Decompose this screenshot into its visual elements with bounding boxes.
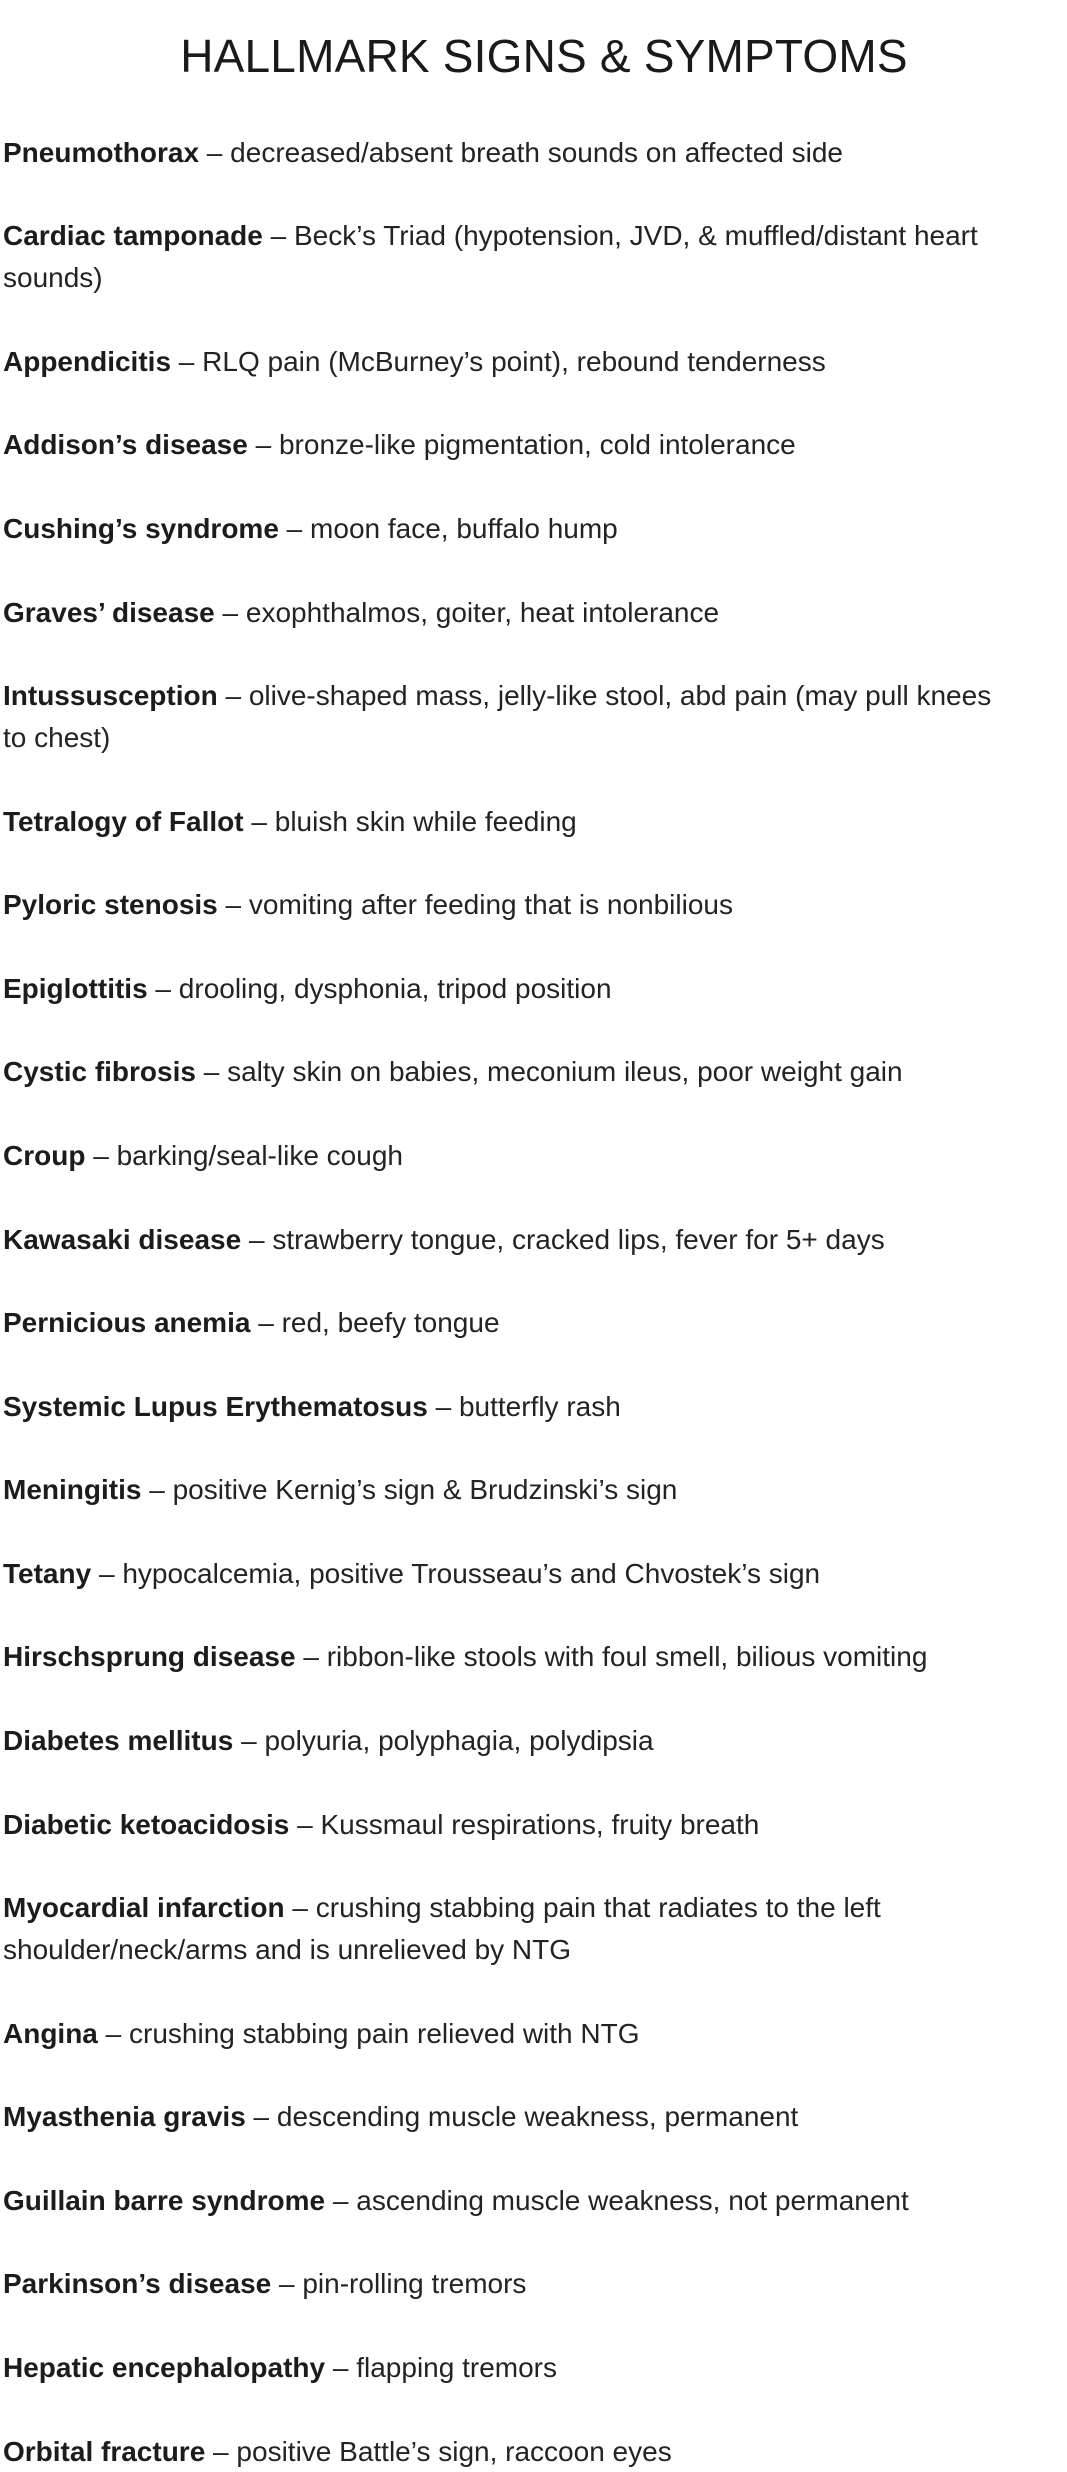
condition-term: Pneumothorax [3, 136, 200, 168]
list-item [3, 842, 1067, 926]
list-item [3, 1344, 1067, 1428]
separator: – [195, 1056, 228, 1088]
condition-term: Tetralogy of Fallot [3, 805, 244, 837]
list-item [3, 90, 1067, 174]
separator: – [141, 1474, 173, 1506]
separator: – [289, 1808, 321, 1840]
condition-term: Graves’ disease [3, 596, 215, 628]
list-item [3, 174, 1067, 299]
condition-term: Croup [3, 1139, 86, 1171]
condition-term: Cardiac tamponade [3, 220, 263, 252]
condition-description: Kussmaul respirations, fruity breath [320, 1808, 760, 1840]
list-item [3, 1595, 1067, 1679]
separator: – [247, 429, 279, 461]
condition-term: Hirschsprung disease [3, 1641, 296, 1673]
condition-description: positive Battle’s sign, raccoon eyes [236, 2435, 672, 2467]
condition-description: barking/seal-like cough [116, 1139, 403, 1171]
condition-description: butterfly rash [458, 1390, 621, 1422]
separator: – [171, 345, 203, 377]
condition-term: Cystic fibrosis [3, 1056, 196, 1088]
separator: – [427, 1390, 459, 1422]
separator: – [243, 805, 275, 837]
separator: – [325, 2352, 357, 2384]
list-item [3, 759, 1067, 843]
list-item [3, 2138, 1067, 2222]
condition-term: Guillain barre syndrome [3, 2184, 326, 2216]
separator: – [199, 136, 231, 168]
condition-description: moon face, buffalo hump [310, 512, 618, 544]
list-item [3, 2222, 1067, 2306]
condition-description: ribbon-like stools with foul smell, bilious vomiting [326, 1641, 928, 1673]
condition-description: flapping tremors [356, 2352, 557, 2384]
separator: – [284, 1892, 316, 1924]
condition-term: Myocardial infarction [3, 1892, 285, 1924]
condition-term: Tetany [3, 1557, 92, 1589]
list-item [3, 1177, 1067, 1261]
condition-term: Pernicious anemia [3, 1307, 251, 1339]
list-item [3, 1010, 1067, 1094]
condition-term: Epiglottitis [3, 972, 148, 1004]
list-item [3, 1971, 1067, 2055]
separator: – [147, 972, 179, 1004]
separator: – [233, 1725, 265, 1757]
condition-term: Parkinson’s disease [3, 2268, 272, 2300]
hallmark-list [3, 90, 1067, 2472]
condition-term: Systemic Lupus Erythematosus [3, 1390, 428, 1422]
list-item [3, 299, 1067, 383]
list-item [3, 1260, 1067, 1344]
condition-term: Intussusception [3, 680, 218, 712]
list-item [3, 1845, 1067, 1970]
condition-description: vomiting after feeding that is nonbilious [248, 889, 733, 921]
separator: – [325, 2184, 357, 2216]
condition-description: polyuria, polyphagia, polydipsia [264, 1725, 654, 1757]
condition-description: crushing stabbing pain relieved with NTG [129, 2017, 640, 2049]
list-item [3, 383, 1067, 467]
separator: – [278, 512, 311, 544]
separator: – [245, 2101, 277, 2133]
list-item [3, 926, 1067, 1010]
list-item [3, 466, 1067, 550]
list-item [3, 2054, 1067, 2138]
condition-term: Diabetic ketoacidosis [3, 1808, 290, 1840]
condition-description: descending muscle weakness, permanent [276, 2101, 799, 2133]
separator: – [214, 596, 246, 628]
list-item [3, 1428, 1067, 1512]
separator: – [217, 680, 249, 712]
condition-description: salty skin on babies, meconium ileus, poor weight gain [227, 1056, 903, 1088]
condition-term: Angina [3, 2017, 98, 2049]
separator: – [271, 2268, 303, 2300]
list-item [3, 1511, 1067, 1595]
condition-description: RLQ pain (McBurney’s point), rebound tenderness [202, 345, 826, 377]
condition-term: Myasthenia gravis [3, 2101, 246, 2133]
condition-description: olive-shaped mass, jelly-like stool, abd pain (may pull knees to chest) [3, 680, 992, 753]
separator: – [85, 1139, 117, 1171]
condition-term: Cushing’s syndrome [3, 512, 279, 544]
list-item [3, 1678, 1067, 1762]
condition-description: exophthalmos, goiter, heat intolerance [245, 596, 720, 628]
condition-description: pin-rolling tremors [302, 2268, 527, 2300]
separator: – [217, 889, 249, 921]
page-title: HALLMARK SIGNS & SYMPTOMS [180, 29, 908, 82]
condition-description: strawberry tongue, cracked lips, fever for 5+ days [272, 1223, 885, 1255]
condition-term: Meningitis [3, 1474, 142, 1506]
list-item [3, 2389, 1067, 2472]
separator: – [97, 2017, 130, 2049]
separator: – [262, 220, 294, 252]
separator: – [91, 1557, 123, 1589]
condition-description: ascending muscle weakness, not permanent [356, 2184, 909, 2216]
list-item [3, 2305, 1067, 2389]
condition-description: bronze-like pigmentation, cold intolerance [278, 429, 796, 461]
condition-description: drooling, dysphonia, tripod position [178, 972, 612, 1004]
separator: – [205, 2435, 237, 2467]
condition-term: Addison’s disease [3, 429, 248, 461]
condition-description: hypocalcemia, positive Trousseau’s and Chvostek’s sign [122, 1557, 821, 1589]
condition-description: crushing stabbing pain that radiates to the left shoulder/neck/arms and is unrelieved by NTG [3, 1892, 881, 1966]
list-item [3, 1762, 1067, 1846]
condition-description: decreased/absent breath sounds on affected side [230, 136, 843, 168]
condition-description: red, beefy tongue [281, 1307, 500, 1339]
condition-term: Orbital fracture [3, 2435, 206, 2467]
separator: – [250, 1307, 282, 1339]
condition-term: Appendicitis [3, 345, 172, 377]
condition-description: bluish skin while feeding [274, 805, 577, 837]
condition-term: Pyloric stenosis [3, 889, 218, 921]
condition-term: Kawasaki disease [3, 1223, 242, 1255]
condition-description: positive Kernig’s sign & Brudzinski’s sign [172, 1474, 678, 1506]
list-item [3, 1093, 1067, 1177]
list-item [3, 633, 1067, 758]
condition-description: Beck’s Triad (hypotension, JVD, & muffled/distant heart sounds) [3, 220, 978, 294]
separator: – [295, 1641, 327, 1673]
list-item [3, 550, 1067, 634]
condition-term: Hepatic encephalopathy [3, 2352, 326, 2384]
condition-term: Diabetes mellitus [3, 1725, 234, 1757]
separator: – [241, 1223, 273, 1255]
